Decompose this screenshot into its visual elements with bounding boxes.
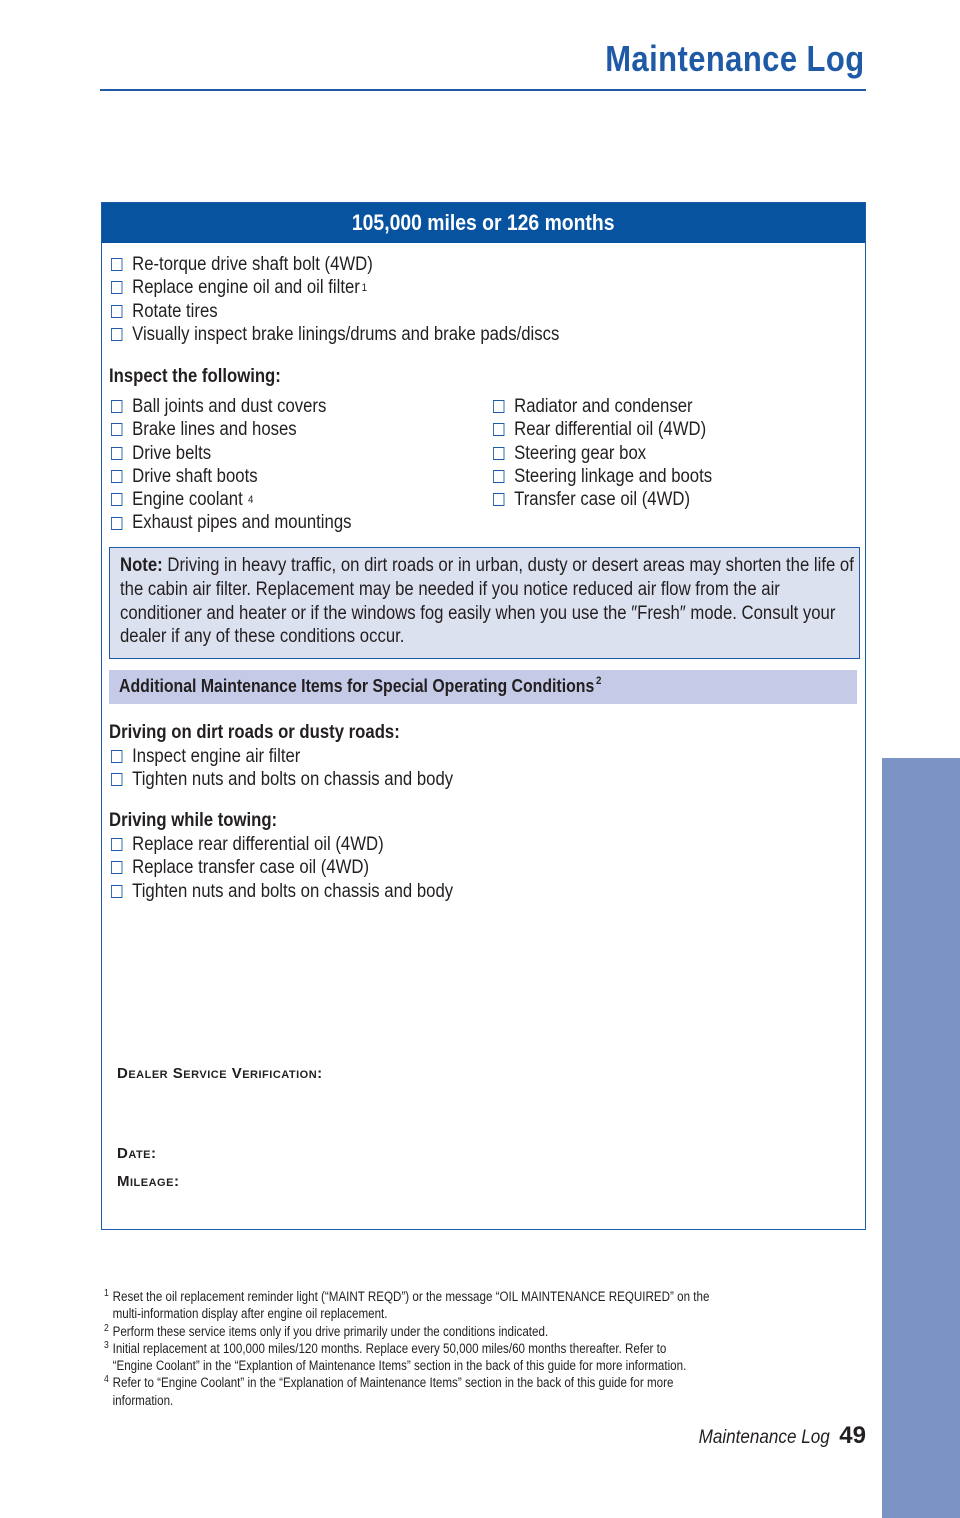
checkbox-icon[interactable] (111, 885, 122, 898)
additional-heading-bar (109, 670, 857, 704)
checklist-item (111, 418, 351, 441)
mileage-label: Mileage: (117, 1173, 180, 1190)
section-side-tab-label: MAINTENANCE (25, 1029, 57, 1253)
checkbox-icon[interactable] (111, 470, 122, 483)
checklist-item (493, 418, 712, 441)
checklist-item-label: Tighten nuts and bolts on chassis and body (132, 880, 454, 902)
checkbox-icon[interactable] (493, 423, 504, 436)
checklist-item-label: Replace rear differential oil (4WD) (132, 834, 384, 855)
footnote-text: Reset the oil replacement reminder light (“MAINT REQD”) or the message “OIL MAINTENANCE REQUIRED” on the multi-information display after engine oil replacement. (112, 1289, 710, 1322)
checklist-item-label: Inspect engine air filter (132, 746, 301, 767)
footnote-number: 3 (104, 1339, 109, 1351)
towing-list (111, 833, 453, 903)
checklist-item-label: Replace engine oil and oil filter (132, 277, 360, 299)
date-label: Date: (117, 1145, 157, 1162)
footnote (104, 1374, 861, 1409)
checklist-item (111, 253, 559, 276)
checklist-item (111, 465, 351, 488)
inspect-list-right (493, 395, 712, 511)
page-number: 49 (839, 1422, 866, 1449)
footnote-text: Perform these service items only if you drive primarily under the conditions indicated. (112, 1323, 549, 1339)
checklist-item (493, 395, 712, 418)
checklist-item (111, 768, 453, 791)
checkbox-icon[interactable] (493, 400, 504, 413)
page-title: Maintenance Log (605, 38, 865, 79)
checklist-item (111, 395, 351, 418)
checkbox-icon[interactable] (111, 328, 122, 341)
checklist-item (111, 745, 453, 768)
checklist-item (111, 442, 351, 465)
checklist-item (111, 856, 453, 879)
checklist-item-label: Visually inspect brake linings/drums and brake pads/discs (132, 323, 560, 345)
checklist-item-label: Steering linkage and boots (514, 465, 713, 487)
footnote (104, 1288, 861, 1323)
checklist-item (111, 833, 453, 856)
checkbox-icon[interactable] (111, 305, 122, 318)
checklist-item-label: Brake lines and hoses (132, 419, 297, 441)
checklist-item (493, 442, 712, 465)
checklist-item (493, 488, 712, 511)
checkbox-icon[interactable] (111, 493, 122, 506)
checklist-item-label: Rotate tires (132, 300, 218, 322)
footnote (104, 1340, 861, 1375)
checkbox-icon[interactable] (111, 773, 122, 786)
checklist-item-label: Tighten nuts and bolts on chassis and body (132, 769, 454, 791)
footnote-number: 4 (104, 1374, 109, 1386)
checkbox-icon[interactable] (111, 447, 122, 460)
checklist-item (111, 323, 559, 346)
footnote-text: Refer to “Engine Coolant” in the “Explanation of Maintenance Items” section in the back of this guide for more information. (112, 1375, 674, 1408)
note-text: Note: Driving in heavy traffic, on dirt roads or in urban, dusty or desert areas may shorten the life of the cabin air filter. Replacement may be needed if you notice reduced air flow from the air conditioner and heater or if the windows fog easily when you use the ″Fresh″ mode. Consult your dealer if any of these conditions occur. (120, 555, 854, 648)
note-box (109, 547, 860, 659)
footnote-text: Initial replacement at 100,000 miles/120 months. Replace every 50,000 miles/60 months thereafter. Refer to “Engine Coolant” in the “Explantion of Maintenance Items” section in the back of this guide for more information. (112, 1340, 687, 1374)
checkbox-icon[interactable] (493, 447, 504, 460)
checklist-item: Replace engine oil and oil filter 1 (111, 276, 559, 299)
checklist-item (111, 880, 453, 903)
checklist-item-label: Engine coolant (132, 489, 243, 511)
interval-title: 105,000 miles or 126 months (352, 210, 615, 235)
checkbox-icon[interactable] (493, 493, 504, 506)
inspect-list-left (111, 395, 351, 535)
checkbox-icon[interactable] (111, 861, 122, 874)
checkbox-icon[interactable] (111, 423, 122, 436)
checklist-item-label: Exhaust pipes and mountings (132, 512, 352, 534)
checkbox-icon[interactable] (111, 400, 122, 413)
checklist-item (111, 300, 559, 323)
checklist-item (111, 511, 351, 534)
dealer-verification-label: Dealer Service Verification: (117, 1065, 323, 1082)
towing-heading: Driving while towing: (109, 810, 278, 831)
task-list (111, 253, 559, 346)
checklist-item-label: Re-torque drive shaft bolt (4WD) (132, 254, 373, 275)
service-interval-panel (101, 202, 866, 1230)
checkbox-icon[interactable] (111, 838, 122, 851)
checklist-item-label: Rear differential oil (4WD) (514, 419, 707, 441)
checkbox-icon[interactable] (111, 281, 122, 294)
checklist-item-label: Drive shaft boots (132, 465, 258, 487)
checkbox-icon[interactable] (111, 517, 122, 530)
checklist-item-label: Transfer case oil (4WD) (514, 489, 691, 511)
checklist-item-label: Ball joints and dust covers (132, 396, 327, 417)
checklist-item-label: Steering gear box (514, 442, 647, 464)
dirt-roads-heading: Driving on dirt roads or dusty roads: (109, 722, 400, 743)
checklist-item-label: Drive belts (132, 442, 212, 464)
footnote-number: 1 (104, 1288, 109, 1299)
interval-header (102, 203, 865, 243)
inspect-heading: Inspect the following: (109, 366, 281, 387)
checklist-item-label: Replace transfer case oil (4WD) (132, 857, 370, 879)
title-rule (100, 89, 866, 91)
checklist-item: Engine coolant 4 (111, 488, 351, 511)
section-side-tab (882, 758, 960, 1518)
footnote-number: 2 (104, 1322, 109, 1334)
checkbox-icon[interactable] (493, 470, 504, 483)
checkbox-icon[interactable] (111, 750, 122, 763)
dirt-roads-list (111, 745, 453, 792)
checklist-item (493, 465, 712, 488)
footnotes (104, 1288, 884, 1409)
footnote (104, 1323, 861, 1340)
folio (684, 1422, 866, 1450)
checkbox-icon[interactable] (111, 258, 122, 271)
checklist-item-label: Radiator and condenser (514, 396, 693, 417)
additional-heading: Additional Maintenance Items for Special Operating Conditions $^2$ (119, 675, 602, 697)
folio-label: Maintenance Log (698, 1427, 830, 1448)
